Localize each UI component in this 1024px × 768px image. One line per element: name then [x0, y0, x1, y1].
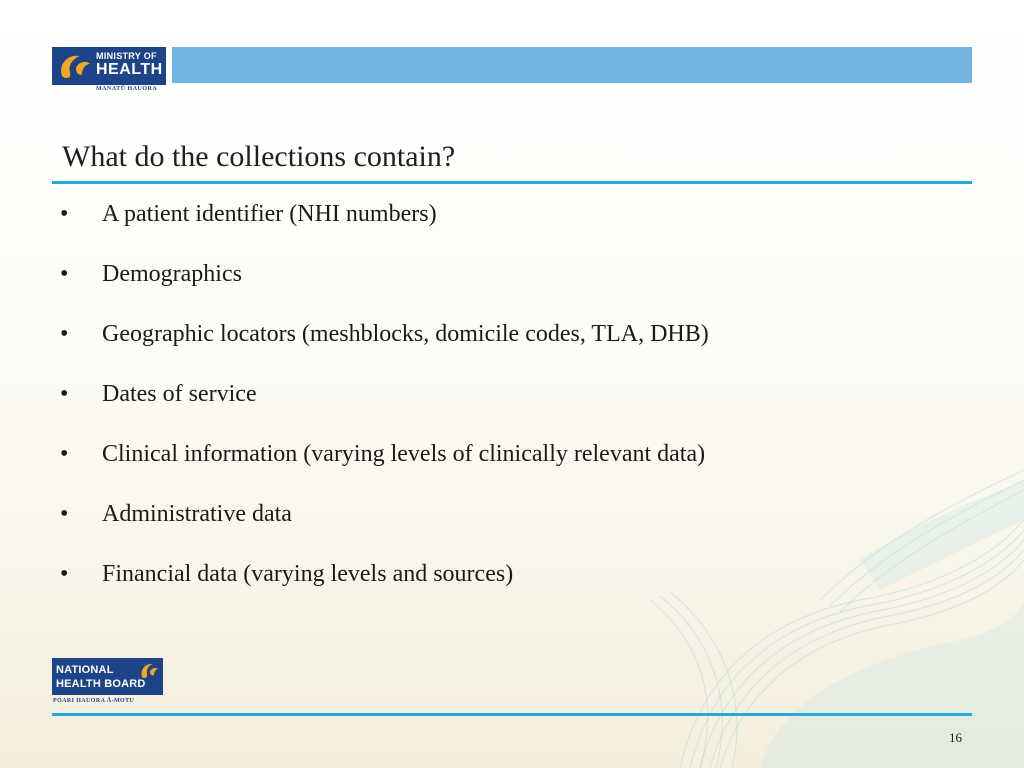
- slide-title: What do the collections contain?: [62, 140, 456, 173]
- header-accent-bar: [172, 47, 972, 83]
- bullet-icon: •: [60, 501, 69, 527]
- bullet-text: Clinical information (varying levels of clinically relevant data): [102, 441, 706, 467]
- logo-line-2: HEALTH: [96, 61, 163, 78]
- bullet-icon: •: [60, 321, 69, 347]
- bullet-text: Administrative data: [102, 501, 292, 527]
- bullet-icon: •: [60, 561, 69, 587]
- logo-line-1: MINISTRY OF: [96, 51, 157, 61]
- bullet-icon: •: [60, 201, 69, 227]
- nhb-logo-line-2: HEALTH BOARD: [56, 678, 146, 690]
- footer-divider: [52, 713, 972, 716]
- bullet-text: Demographics: [102, 261, 242, 287]
- bullet-icon: •: [60, 441, 69, 467]
- bullet-text: A patient identifier (NHI numbers): [102, 201, 437, 227]
- national-health-board-logo: [52, 658, 163, 695]
- logo-subtitle: MANATŪ HAUORA: [96, 86, 158, 92]
- logo-koru-icon: [56, 50, 94, 82]
- nhb-logo-line-1: NATIONAL: [56, 664, 114, 676]
- bullet-text: Geographic locators (meshblocks, domicile codes, TLA, DHB): [102, 321, 709, 347]
- bullet-icon: •: [60, 261, 69, 287]
- ministry-of-health-logo: [52, 47, 166, 85]
- nhb-logo-subtitle: POARI HAUORA Ā-MOTU: [53, 698, 135, 704]
- bullet-icon: •: [60, 381, 69, 407]
- nhb-koru-icon: [139, 660, 159, 680]
- bullet-text: Dates of service: [102, 381, 257, 407]
- bullet-text: Financial data (varying levels and sources): [102, 561, 514, 587]
- title-divider: [52, 181, 972, 184]
- page-number: 16: [949, 730, 962, 745]
